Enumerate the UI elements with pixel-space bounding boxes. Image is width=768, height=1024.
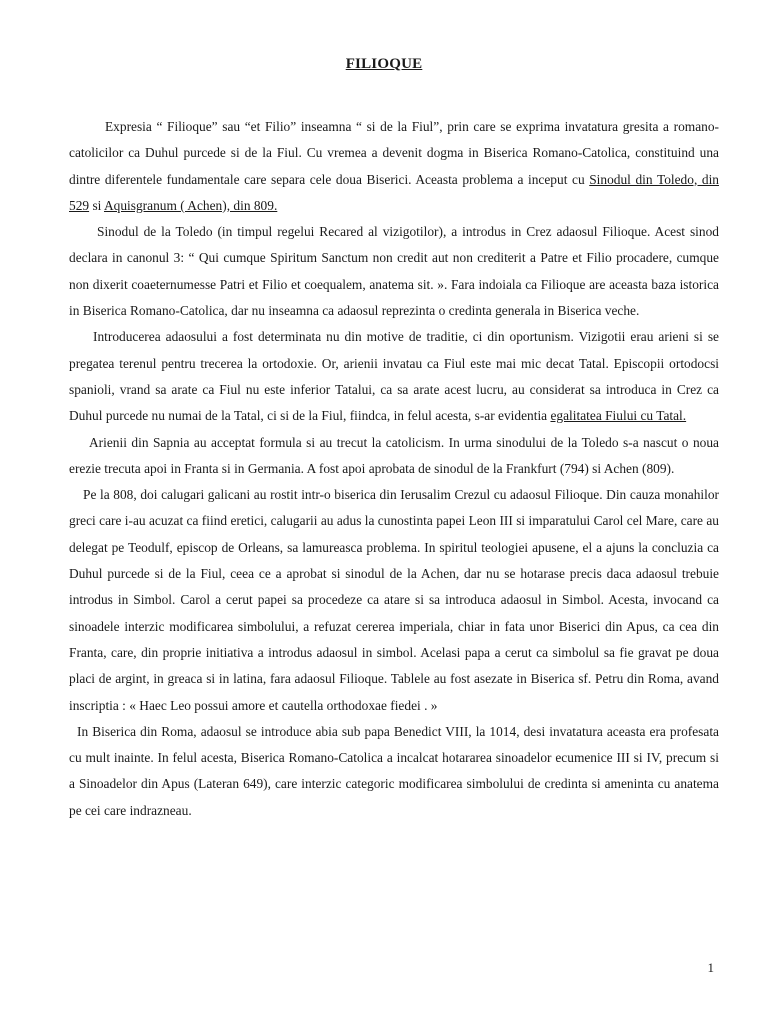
paragraph-5: Pe la 808, doi calugari galicani au rostit intr-o biserica din Ierusalim Crezul cu adaosul Filioque. Din cauza monahilor greci care i-au acuzat ca fiind eretici, calugarii au adus la cunostinta papei Leon III si imparatului Carol cel Mare, care au delegat pe Teodulf, episcop de Orleans, sa lamureasca problema. In spiritul teologiei apusene, el a ajuns la concluzia ca Duhul purcede si de la Fiul, ceea ce a aprobat si sinodul de la Achen, dar nu se hotarase precis daca adaosul trebuie introdus in Simbol. Carol a cerut papei sa procedeze ca atare si sa introduca adaosul in Simbol. Acesta, invocand ca sinoadele interzic modificarea simbolului, a refuzat cererea imperiala, chiar in fata unor Biserici din Apus, ca cea din Franta, care, din proprie initiativa a introdus adaosul in simbol. Acelasi papa a cerut ca simbolul sa fie gravat pe doua placi de argint, in greaca si in latina, fara adaosul Filioque. Tablele au fost asezate in Biserica sf. Petru din Roma, avand inscriptia : « Haec Leo possui amore et cautella orthodoxae fiedei . »: [69, 487, 719, 713]
paragraph-1: [69, 114, 719, 219]
link-sinodul-toledo: Sinodul din Toledo, din 529: [69, 171, 719, 213]
paragraph-3-text: Introducerea adaosului a fost determinata nu din motive de traditie, ci din oportunism. Vizigotii erau arieni si se pregatea terenul pentru trecerea la ortodoxie. Or, arienii invatau ca Fiul este mai mic decat Tatal. Episcopii ortodocsi spanioli, vrand sa arate ca Fiul nu este inferior Tatalui, ca sa arate acest lucru, au considerat sa introduca in Crez ca Duhul purcede nu numai de la Tatal, ci si de la Fiul, fiindca, in felul acesta, s-ar evidentia: [69, 329, 719, 424]
paragraph-2: Sinodul de la Toledo (in timpul regelui Recared al vizigotilor), a introdus in Crez adaosul Filioque. Acest sinod declara in canonul 3: “ Qui cumque Spiritum Sanctum non credit aut non crediterit a Patre et Filio procadere, cumque non dixerit coaeternumesse Patri et Filio et coequalem, anatema sit. ». Fara indoiala ca Filioque are aceasta baza istorica in Biserica Romano-Catolica, dar nu inseamna ca adaosul reprezinta o credinta generala in Biserica veche.: [69, 224, 719, 319]
paragraph-6: In Biserica din Roma, adaosul se introduce abia sub papa Benedict VIII, la 1014, desi invatatura aceasta era profesata cu mult inainte. In felul acesta, Biserica Romano-Catolica a incalcat hotararea sinoadelor ecumenice III si IV, precum si a Sinoadelor din Apus (Lateran 649), care interzic categoric modificarea simbolului de credinta si ameninta cu anatema pe cei care indrazneau.: [69, 723, 719, 818]
paragraph-1-text: Expresia “ Filioque” sau “et Filio” inseamna “ si de la Fiul”, prin care se exprima invatatura gresita a romano-catolicilor ca Duhul purcede si de la Fiul. Cu vremea a devenit dogma in Biserica Romano-Catolica, constituind una dintre diferentele fundamentale care separa cele doua Biserici. Aceasta problema a inceput cu: [69, 119, 719, 187]
document-body: [69, 114, 719, 824]
paragraph-3: [69, 324, 719, 429]
document-title: FILIOQUE: [345, 56, 423, 72]
paragraph-1-connector: si: [89, 197, 104, 213]
link-egalitatea: egalitatea Fiului cu Tatal.: [550, 408, 687, 424]
page-number: 1: [707, 960, 714, 975]
link-aquisgranum: Aquisgranum ( Achen), din 809.: [103, 197, 278, 213]
paragraph-4: Arienii din Sapnia au acceptat formula si au trecut la catolicism. In urma sinodului de la Toledo s-a nascut o noua erezie trecuta apoi in Franta si in Germania. A fost apoi aprobata de sinodul de la Frankfurt (794) si Achen (809).: [69, 434, 719, 476]
